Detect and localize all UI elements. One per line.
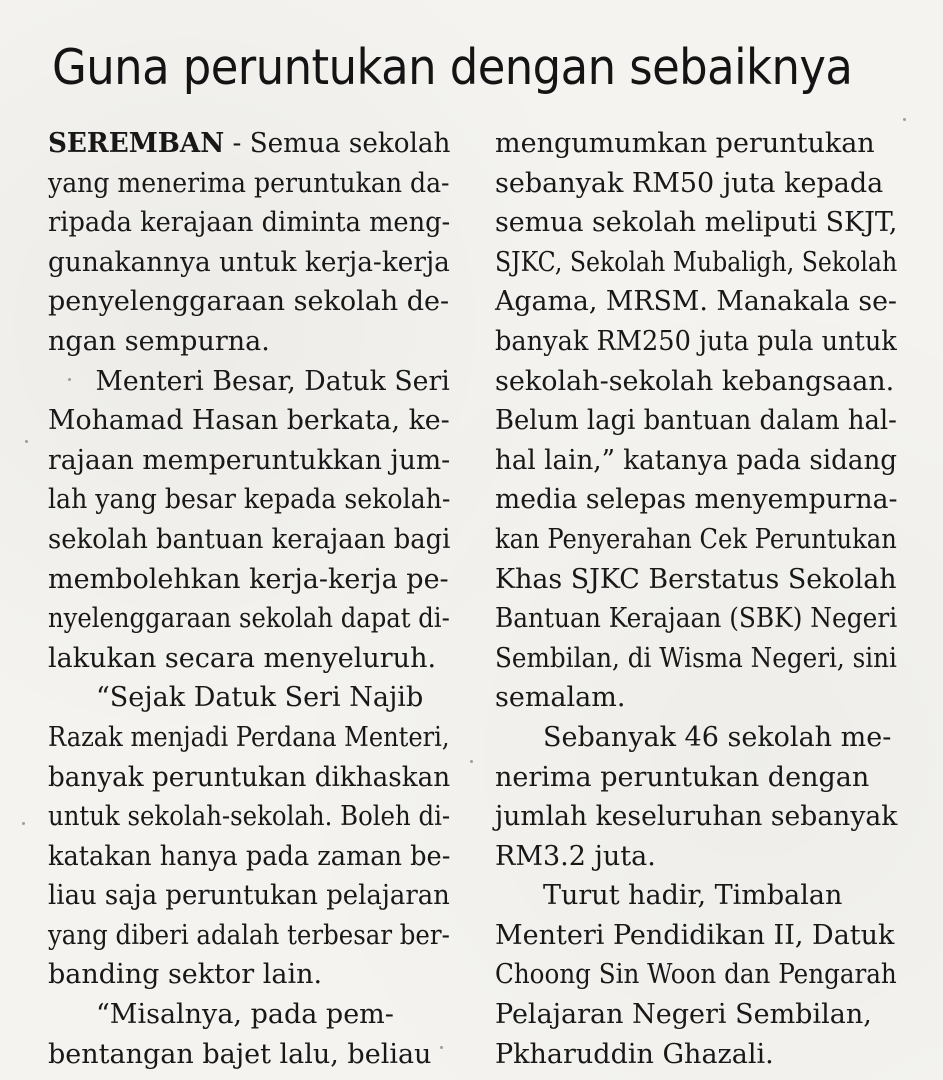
article-line: mengumumkan peruntukan [495, 128, 875, 159]
article-line: Sebanyak 46 sekolah me- [543, 721, 892, 753]
article-line: kan Penyerahan Cek Peruntukan [495, 523, 897, 555]
article-line: penyelenggaraan sekolah de- [48, 286, 450, 318]
article-line: SJKC, Sekolah Mubaligh, Sekolah [495, 246, 898, 278]
article-line: Belum lagi bantuan dalam hal- [495, 405, 897, 437]
article-line: RM3.2 juta. [495, 840, 656, 872]
article-line: ngan sempurna. [48, 325, 270, 357]
article-line: gunakannya untuk kerja-kerja [48, 246, 450, 278]
paper-speck [470, 760, 473, 763]
article-line: Bantuan Kerajaan (SBK) Negeri [495, 603, 898, 635]
article-line: katakan hanya pada zaman be- [48, 840, 451, 872]
article-line-text: - Semua sekolah [224, 128, 451, 159]
article-line: “Misalnya, pada pem- [96, 999, 394, 1031]
paper-speck [903, 118, 906, 121]
article-line: “Sejak Datuk Seri Najib [96, 682, 424, 714]
paper-speck [22, 822, 25, 825]
article-line: yang menerima peruntukan da- [48, 167, 450, 199]
article-line: yang diberi adalah terbesar ber- [48, 919, 450, 951]
paper-speck [25, 440, 28, 443]
article-line: liau saja peruntukan pelajaran [48, 880, 450, 912]
article-line: banyak RM250 juta pula untuk [495, 325, 897, 357]
article-line: semalam. [495, 682, 626, 714]
article-line: Choong Sin Woon dan Pengarah [495, 959, 897, 991]
article-line: sekolah-sekolah kebangsaan. [495, 365, 895, 397]
article-line: nyelenggaraan sekolah dapat di- [48, 603, 450, 635]
article-line: Menteri Pendidikan II, Datuk [495, 919, 895, 951]
article-line [48, 124, 451, 164]
article-line: Razak menjadi Perdana Menteri, [48, 721, 450, 753]
article-line: lakukan secara menyeluruh. [48, 642, 437, 674]
article-column-right [495, 124, 897, 1074]
article-line: Mohamad Hasan berkata, ke- [48, 405, 450, 437]
article-line: lah yang besar kepada sekolah- [48, 484, 451, 516]
paper-speck [440, 1046, 443, 1049]
article-line: Turut hadir, Timbalan [543, 880, 843, 912]
article-line: bentangan bajet lalu, beliau [48, 1038, 432, 1070]
article-line: Sembilan, di Wisma Negeri, sini [495, 642, 897, 674]
paper-speck [68, 378, 71, 381]
article-line: sebanyak RM50 juta kepada [495, 167, 884, 199]
article-line: Menteri Besar, Datuk Seri [95, 365, 450, 397]
article-line: hal lain,” katanya pada sidang [495, 444, 898, 476]
article-column-left [48, 124, 450, 1074]
article-line: Agama, MRSM. Manakala se- [495, 286, 897, 318]
article-line: banyak peruntukan dikhaskan [48, 761, 451, 793]
article-line: banding sektor lain. [48, 959, 323, 991]
article-line: semua sekolah meliputi SKJT, [495, 207, 898, 239]
article-line: membolehkan kerja-kerja pe- [48, 563, 449, 595]
article-line: Pelajaran Negeri Sembilan, [495, 999, 872, 1031]
article-line: rajaan memperuntukkan jum- [48, 444, 451, 476]
article-line: ripada kerajaan diminta meng- [48, 207, 451, 239]
article-line: Khas SJKC Berstatus Sekolah [495, 563, 897, 595]
article-line: Pkharuddin Ghazali. [495, 1038, 774, 1070]
article-line: untuk sekolah-sekolah. Boleh di- [48, 801, 451, 833]
article-line: sekolah bantuan kerajaan bagi [48, 523, 451, 555]
headline: Guna peruntukan dengan sebaiknya [52, 39, 853, 96]
article-line: nerima peruntukan dengan [495, 761, 870, 793]
dateline: SEREMBAN [48, 128, 225, 159]
article-line: media selepas menyempurna- [495, 484, 898, 516]
article-line: jumlah keseluruhan sebanyak [495, 801, 898, 833]
